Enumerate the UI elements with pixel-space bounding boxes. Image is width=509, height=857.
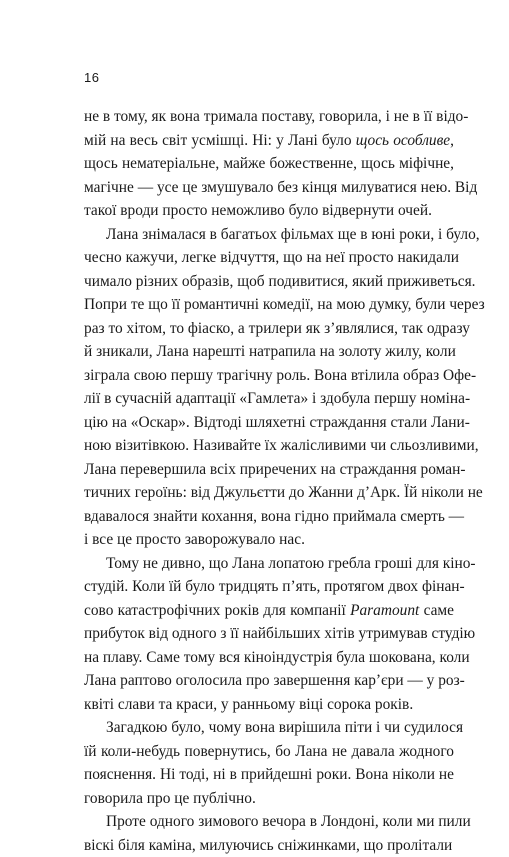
text-line: говорила про це публічно. [84, 787, 454, 811]
paragraph [84, 552, 454, 717]
italic-run: щось особливе [356, 132, 450, 149]
text-line: Лана перевершила всіх приречених на страждання роман- [84, 458, 454, 482]
text-run: мій на весь світ усмішці. Ні: у Лані було [84, 132, 356, 149]
text-line: тичних героїнь: від Джульєтти до Жанни д’Арк. Їй ніколи не [84, 481, 454, 505]
paragraph [84, 223, 454, 552]
text-line: магічне — усе це змушувало без кінця милуватися нею. Від [84, 176, 454, 200]
text-line: студій. Коли їй було тридцять п’ять, протягом двох фінан- [84, 575, 454, 599]
text-line: щось нематеріальне, майже божественне, щось міфічне, [84, 152, 454, 176]
text-line: й зникали, Лана нарешті натрапила на золоту жилу, коли [84, 340, 454, 364]
text-line: чимало різних образів, щоб подивитися, який приживеться. [84, 270, 454, 294]
paragraph [84, 810, 454, 857]
text-run: , [450, 132, 454, 149]
text-line: ною візитівкою. Називайте їх жалісливими чи сльозливими, [84, 434, 454, 458]
body-text [84, 105, 454, 857]
text-line: на плаву. Саме тому вся кіноіндустрія була шокована, коли [84, 646, 454, 670]
text-line: і все це просто заворожувало нас. [84, 528, 454, 552]
text-line: Загадкою було, чому вона вирішила піти і чи судилося [84, 716, 454, 740]
text-line [84, 599, 454, 623]
text-line: віскі біля каміна, милуючись сніжинками, що пролітали [84, 834, 454, 857]
text-line: лії в сучасній адаптації «Гамлета» і здобула першу номіна- [84, 387, 454, 411]
text-line: Лана раптово оголосила про завершення кар’єри — у роз- [84, 669, 454, 693]
page-number: 16 [84, 70, 99, 85]
text-line: квіті слави та краси, у ранньому віці сорока років. [84, 693, 454, 717]
paragraph [84, 105, 454, 223]
text-run: сово катастрофічних років для компанії [84, 602, 350, 619]
text-line: прибуток від одного з її найбільших хітів утримував студію [84, 622, 454, 646]
text-line: такої вроди просто неможливо було відвернути очей. [84, 199, 454, 223]
text-line: Попри те що її романтичні комедії, на мою думку, були через [84, 293, 454, 317]
text-line: Лана знімалася в багатьох фільмах ще в юні роки, і було, [84, 223, 454, 247]
paragraph [84, 716, 454, 810]
text-line: цію на «Оскар». Відтоді шляхетні страждання стали Лани- [84, 411, 454, 435]
text-line: раз то хітом, то фіаско, а трилери як з’являлися, так одразу [84, 317, 454, 341]
text-line: чесно кажучи, легке відчуття, що на неї просто накидали [84, 246, 454, 270]
text-line [84, 129, 454, 153]
text-line: Тому не дивно, що Лана лопатою гребла гроші для кіно- [84, 552, 454, 576]
italic-run: Paramount [350, 602, 419, 619]
text-line: не в тому, як вона тримала поставу, говорила, і не в її відо- [84, 105, 454, 129]
text-line: їй коли-небудь повернутись, бо Лана не давала жодного [84, 740, 454, 764]
text-run: саме [419, 602, 454, 619]
text-line: пояснення. Ні тоді, ні в прийдешні роки. Вона ніколи не [84, 763, 454, 787]
text-line: зіграла свою першу трагічну роль. Вона втілила образ Офе- [84, 364, 454, 388]
text-line: Проте одного зимового вечора в Лондоні, коли ми пили [84, 810, 454, 834]
text-line: вдавалося знайти кохання, вона гідно приймала смерть — [84, 505, 454, 529]
